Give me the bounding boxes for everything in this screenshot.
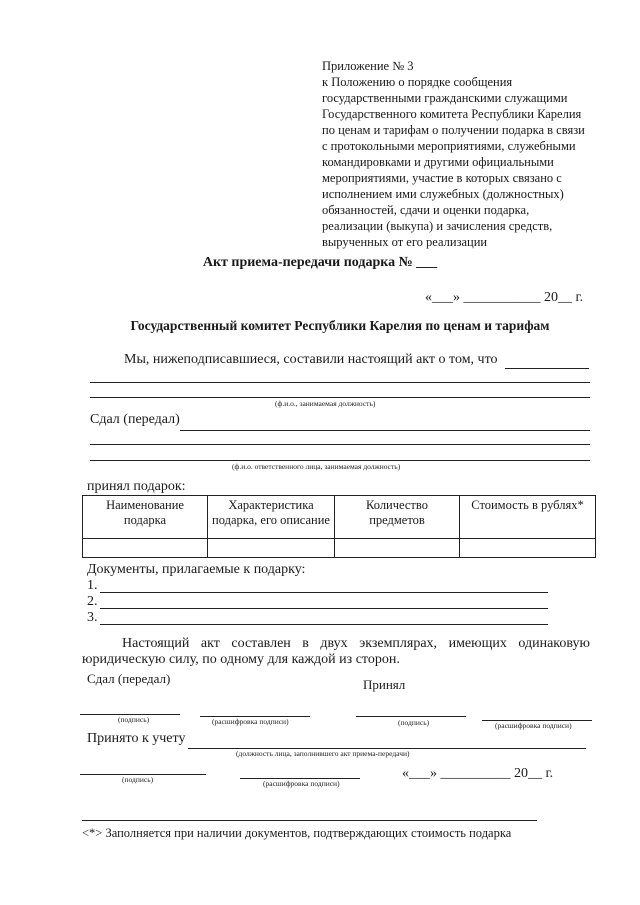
registered-label: Принято к учету (87, 731, 186, 746)
table-header: Характеристика подарка, его описание (208, 496, 335, 539)
appendix-line: мероприятиями, участие в которых связано с (322, 171, 562, 185)
table-header: Стоимость в рублях* (460, 496, 596, 539)
table-header: Количество предметов (335, 496, 460, 539)
document-item-number: 2. (87, 594, 98, 609)
fill-line (180, 430, 590, 431)
appendix-line: к Положению о порядке сообщения (322, 75, 513, 89)
fill-line (90, 460, 590, 461)
hint-responsible: (ф.и.о. ответственного лица, занимаемая должность) (232, 462, 401, 471)
bottom-date: «___» __________ 20__ г. (402, 766, 554, 781)
appendix-line: реализации (выкупа) и зачисления средств, (322, 219, 553, 233)
paragraph-text: Настоящий акт составлен в двух экземплярах, имеющих одинаковую юридическую силу, по одному для каждой из сторон. (82, 636, 590, 667)
appendix-line: Приложение № 3 (322, 59, 414, 73)
registered-hint: (должность лица, заполнившего акт приема-передачи) (236, 749, 410, 758)
accepted-gift-label: принял подарок: (87, 479, 186, 494)
document-item-number: 1. (87, 578, 98, 593)
appendix-line: командировками и другими официальными (322, 155, 554, 169)
appendix-line: с протокольными мероприятиями, служебными (322, 139, 576, 153)
sign-accepted-label: Принял (363, 677, 406, 692)
signature-line (356, 716, 466, 717)
appendix-line: обязанностей, сдачи и оценки подарка, (322, 203, 530, 217)
document-item-number: 3. (87, 610, 98, 625)
fill-line (90, 397, 590, 398)
appendix-line: вырученных от его реализации (322, 235, 488, 249)
signature-hint: (подпись) (118, 715, 150, 724)
fill-line (90, 382, 590, 383)
fill-line (90, 444, 590, 445)
appendix-line: по ценам и тарифам о получении подарка в связи (322, 123, 585, 137)
appendix-line: государственными гражданскими служащими (322, 91, 568, 105)
table-cell (335, 539, 460, 558)
document-line (100, 624, 548, 625)
act-date: «___» ___________ 20__ г. (425, 290, 584, 305)
appendix-block (322, 58, 622, 250)
organization-name: Государственный комитет Республики Карелия по ценам и тарифам (130, 318, 550, 333)
handed-label: Сдал (передал) (90, 412, 180, 427)
table-cell (83, 539, 208, 558)
act-title: Акт приема-передачи подарка № ___ (202, 255, 438, 270)
decoding-hint: (расшифровка подписи) (212, 717, 289, 726)
signature-hint: (подпись) (122, 775, 154, 784)
table-header: Наименование подарка (83, 496, 208, 539)
signature-hint: (подпись) (398, 718, 430, 727)
hint-position: (ф.и.о., занимаемая должность) (275, 399, 376, 408)
appendix-line: Государственного комитета Республики Карелия (322, 107, 582, 121)
intro-text: Мы, нижеподписавшиеся, составили настоящий акт о том, что (124, 352, 498, 367)
act-paragraph (82, 636, 590, 668)
document-line (100, 592, 548, 593)
footnote-separator (82, 820, 537, 821)
documents-label: Документы, прилагаемые к подарку: (87, 562, 306, 577)
document-line (100, 608, 548, 609)
decoding-hint: (расшифровка подписи) (495, 721, 572, 730)
table-cell (208, 539, 335, 558)
table-cell (460, 539, 596, 558)
gift-table (82, 495, 596, 558)
intro-fill-line (505, 368, 589, 369)
sign-handed-label: Сдал (передал) (87, 671, 171, 686)
table-row (83, 539, 596, 558)
decoding-hint: (расшифровка подписи) (263, 779, 340, 788)
footnote: <*> Заполняется при наличии документов, подтверждающих стоимость подарка (82, 826, 512, 840)
appendix-line: исполнением ими служебных (должностных) (322, 187, 564, 201)
